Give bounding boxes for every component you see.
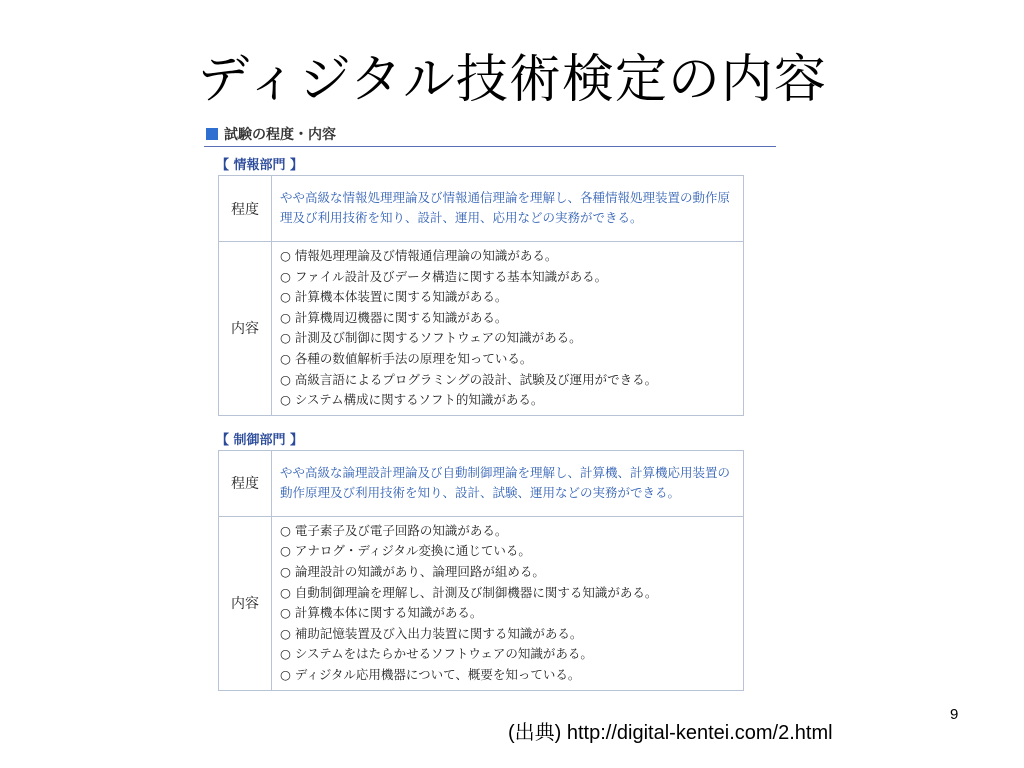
list-item: ○ 各種の数値解析手法の原理を知っている。	[280, 350, 533, 366]
level-label: 程度	[219, 176, 272, 242]
list-item: ○ ディジタル応用機器について、概要を知っている。	[280, 666, 581, 682]
list-item: ○ 計算機周辺機器に関する知識がある。	[280, 309, 508, 325]
page-number: 9	[950, 706, 959, 723]
level-label: 程度	[219, 450, 272, 516]
exam-content-panel	[204, 122, 776, 702]
list-item: ○ 計算機本体に関する知識がある。	[280, 605, 483, 621]
content-label: 内容	[219, 242, 272, 416]
content-list	[272, 242, 744, 416]
square-bullet-icon	[206, 128, 218, 140]
content-label: 内容	[219, 516, 272, 690]
table-row	[219, 242, 744, 416]
list-item: ○ システムをはたらかせるソフトウェアの知識がある。	[280, 646, 593, 662]
level-description: やや高級な論理設計理論及び自動制御理論を理解し、計算機、計算機応用装置の動作原理及び利用技術を知り、設計、試験、運用などの実務ができる。	[272, 450, 744, 516]
list-item: ○ 計測及び制御に関するソフトウェアの知識がある。	[280, 330, 582, 346]
section-heading-text: 試験の程度・内容	[224, 127, 336, 143]
list-item: ○ システム構成に関するソフト的知識がある。	[280, 392, 544, 408]
list-item: ○ ファイル設計及びデータ構造に関する基本知識がある。	[280, 268, 608, 284]
list-item: ○ 計算機本体装置に関する知識がある。	[280, 289, 508, 305]
list-item: ○ 補助記憶装置及び入出力装置に関する知識がある。	[280, 625, 583, 641]
control-division-table	[218, 450, 744, 691]
list-item: ○ 電子素子及び電子回路の知識がある。	[280, 522, 508, 538]
section-heading	[204, 122, 776, 147]
division-label-control: 【 制御部門 】	[216, 432, 304, 448]
information-division-table	[218, 175, 744, 416]
slide-title: ディジタル技術検定の内容	[197, 50, 827, 110]
source-citation: (出典) http://digital-kentei.com/2.html	[508, 722, 833, 744]
table-row	[219, 450, 744, 516]
list-item: ○ 高級言語によるプログラミングの設計、試験及び運用ができる。	[280, 371, 658, 387]
division-label-information: 【 情報部門 】	[216, 158, 304, 173]
list-item: ○ アナログ・ディジタル変換に通じている。	[280, 543, 531, 559]
list-item: ○ 論理設計の知識があり、論理回路が組める。	[280, 563, 545, 579]
list-item: ○ 情報処理理論及び情報通信理論の知識がある。	[280, 248, 558, 263]
table-row	[219, 516, 744, 690]
table-row	[219, 176, 744, 242]
content-list	[272, 516, 744, 690]
list-item: ○ 自動制御理論を理解し、計測及び制御機器に関する知識がある。	[280, 584, 658, 600]
level-description: やや高級な情報処理理論及び情報通信理論を理解し、各種情報処理装置の動作原理及び利用技術を知り、設計、運用、応用などの実務ができる。	[272, 176, 744, 242]
